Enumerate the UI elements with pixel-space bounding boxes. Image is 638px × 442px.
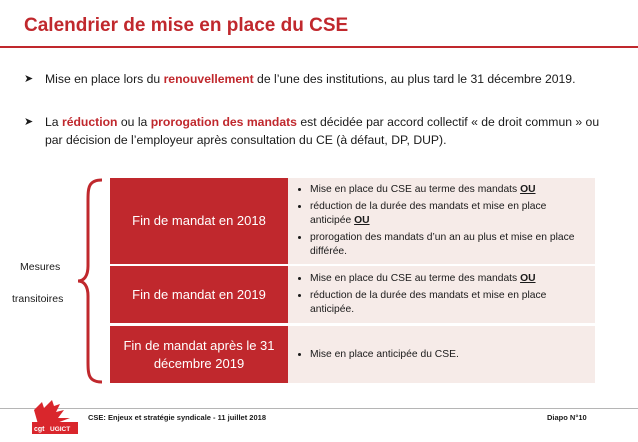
slide-number: Diapo N°10	[547, 413, 587, 422]
row-label: Fin de mandat en 2018	[110, 178, 288, 264]
bullet-renouvellement	[24, 70, 609, 88]
list-item: • Mise en place du CSE au terme des mandats OU	[310, 183, 587, 197]
list-item: • prorogation des mandats d’un an au plus et mise en place différée.	[310, 231, 587, 259]
ou-keyword: OU	[520, 273, 536, 284]
highlight-renouvellement: renouvellement	[163, 72, 254, 86]
ou-keyword: OU	[354, 215, 370, 226]
svg-text:cgt: cgt	[34, 426, 45, 433]
row-fin-mandat-2018	[110, 178, 595, 264]
highlight-reduction: réduction	[61, 115, 118, 129]
row-details	[288, 266, 595, 323]
row-details	[288, 178, 595, 264]
arrow-bullet-icon: ➤	[24, 116, 34, 128]
row-label: Fin de mandat en 2019	[110, 266, 288, 323]
footer-divider	[0, 408, 638, 409]
list-item: • Mise en place anticipée du CSE.	[310, 348, 587, 362]
bullet-text: La réduction ou la prorogation des mandats est décidée par accord collectif « de droit commun » ou par décision de l’employeur après consultation du CE (à défaut, DP, DUP).	[45, 115, 600, 147]
ou-keyword: OU	[520, 184, 536, 195]
curly-brace-icon	[76, 178, 106, 384]
arrow-bullet-icon: ➤	[24, 73, 34, 85]
list-item: • Mise en place du CSE au terme des mandats OU	[310, 272, 587, 286]
svg-text:UGICT: UGICT	[50, 426, 71, 433]
row-label: Fin de mandat après le 31 décembre 2019	[110, 326, 288, 383]
list-item: • réduction de la durée des mandats et mise en place anticipée.	[310, 289, 587, 317]
row-details	[288, 326, 595, 383]
title-divider	[0, 46, 638, 48]
cgt-ugict-logo	[30, 400, 80, 436]
bullet-text: Mise en place lors du renouvellement de l’une des institutions, au plus tard le 31 décembre 2019.	[45, 72, 576, 86]
list-item: • réduction de la durée des mandats et mise en place anticipée OU	[310, 200, 587, 228]
footer-title: CSE: Enjeux et stratégie syndicale - 11 juillet 2018	[88, 413, 266, 422]
side-label-mesures: Mesures	[20, 261, 61, 273]
row-fin-mandat-2019	[110, 266, 595, 323]
page-title: Calendrier de mise en place du CSE	[24, 15, 349, 36]
bullet-reduction-prorogation	[24, 113, 609, 149]
row-fin-mandat-apres-2019	[110, 326, 595, 383]
side-label-transitoires: transitoires	[12, 293, 64, 305]
highlight-prorogation: prorogation des mandats	[150, 115, 297, 129]
